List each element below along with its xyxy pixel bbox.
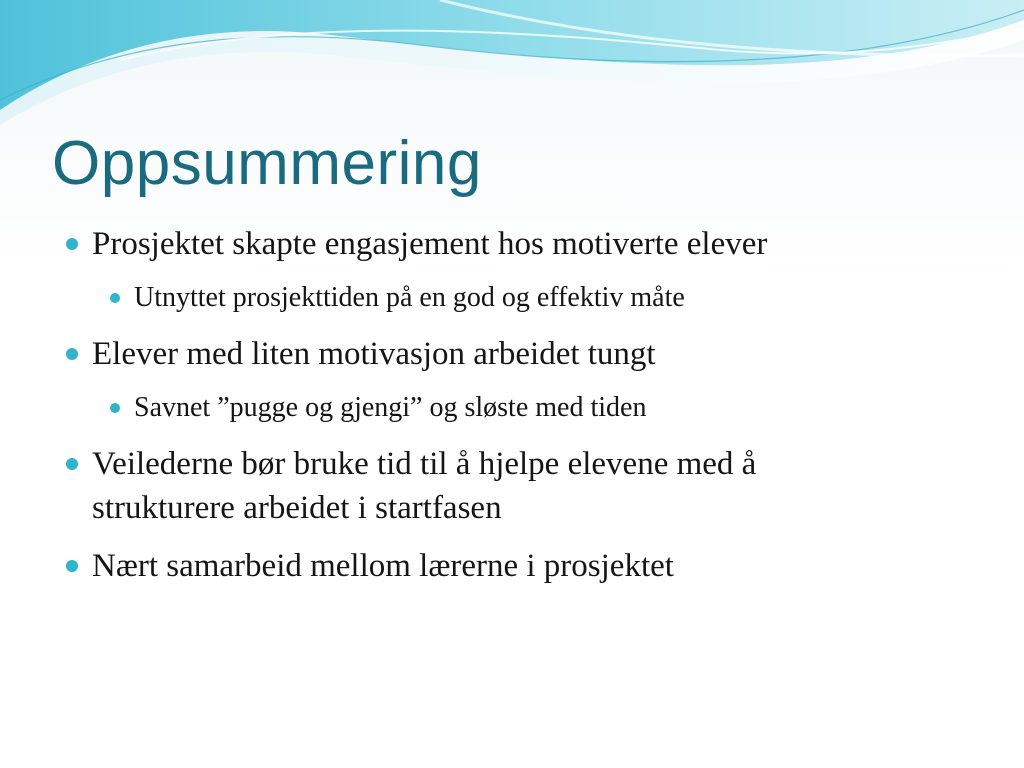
sub-bullet-text: Utnyttet prosjekttiden på en god og effektiv måte bbox=[134, 282, 685, 313]
bullet-text: Prosjektet skapte engasjement hos motiverte elever bbox=[92, 226, 768, 262]
bullet-icon bbox=[66, 458, 78, 470]
bullet-list bbox=[62, 222, 962, 588]
slide-title: Oppsummering bbox=[52, 129, 482, 198]
bullet-text-line1: Veilederne bør bruke tid til å hjelpe elevene med å bbox=[92, 446, 757, 482]
bullet-icon bbox=[66, 238, 78, 250]
bullet-icon bbox=[66, 560, 78, 572]
bullet-icon bbox=[66, 348, 78, 360]
sub-bullet-item bbox=[62, 278, 962, 318]
bullet-item bbox=[62, 332, 962, 376]
bullet-text-line2: strukturere arbeidet i startfasen bbox=[92, 490, 502, 526]
sub-bullet-item bbox=[62, 388, 962, 428]
bullet-item bbox=[62, 222, 962, 266]
bullet-item bbox=[62, 544, 962, 588]
bullet-icon bbox=[110, 293, 120, 303]
bullet-text: Nært samarbeid mellom lærerne i prosjektet bbox=[92, 548, 674, 584]
bullet-item bbox=[62, 442, 962, 530]
bullet-icon bbox=[110, 403, 120, 413]
sub-bullet-text: Savnet ”pugge og gjengi” og sløste med tiden bbox=[134, 392, 647, 423]
bullet-text: Elever med liten motivasjon arbeidet tungt bbox=[92, 336, 656, 372]
header-wave-decoration bbox=[0, 0, 1024, 130]
